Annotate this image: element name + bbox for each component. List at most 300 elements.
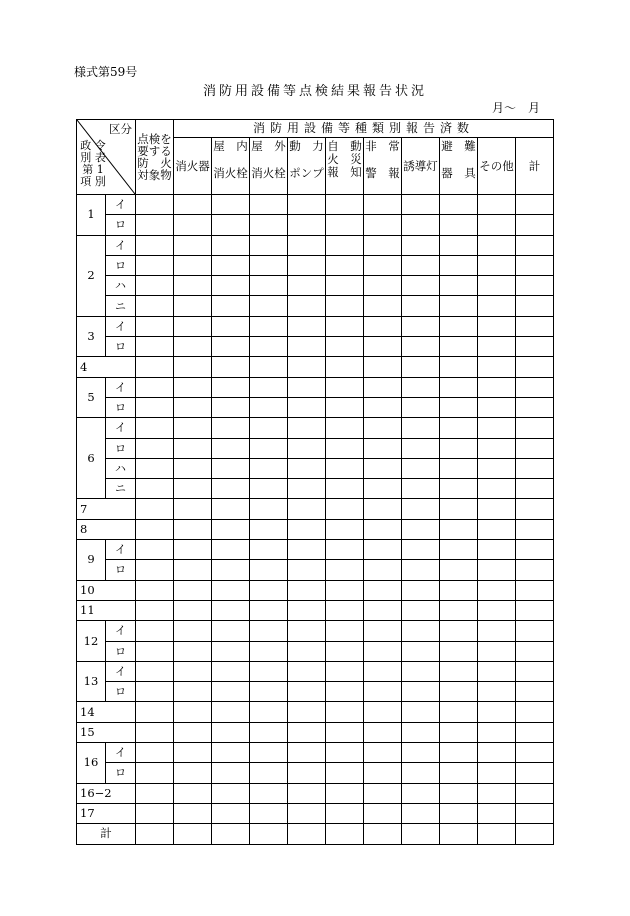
data-cell[interactable] <box>250 215 288 235</box>
data-cell[interactable] <box>250 783 288 803</box>
data-cell[interactable] <box>402 743 440 763</box>
data-cell[interactable] <box>250 397 288 417</box>
data-cell[interactable] <box>516 377 554 397</box>
data-cell[interactable] <box>212 824 250 844</box>
data-cell[interactable] <box>440 743 478 763</box>
data-cell[interactable] <box>516 743 554 763</box>
data-cell[interactable] <box>402 458 440 478</box>
data-cell[interactable] <box>212 682 250 702</box>
data-cell[interactable] <box>478 296 516 316</box>
data-cell[interactable] <box>250 377 288 397</box>
data-cell[interactable] <box>440 438 478 458</box>
data-cell[interactable] <box>402 580 440 600</box>
data-cell[interactable] <box>326 377 364 397</box>
data-cell[interactable] <box>402 337 440 357</box>
data-cell[interactable] <box>364 560 402 580</box>
data-cell[interactable] <box>174 560 212 580</box>
data-cell[interactable] <box>250 621 288 641</box>
data-cell[interactable] <box>516 580 554 600</box>
data-cell[interactable] <box>288 641 326 661</box>
data-cell[interactable] <box>516 438 554 458</box>
data-cell[interactable] <box>364 661 402 681</box>
data-cell[interactable] <box>402 438 440 458</box>
data-cell[interactable] <box>136 458 174 478</box>
data-cell[interactable] <box>440 296 478 316</box>
data-cell[interactable] <box>478 235 516 255</box>
data-cell[interactable] <box>326 337 364 357</box>
data-cell[interactable] <box>136 397 174 417</box>
data-cell[interactable] <box>402 661 440 681</box>
data-cell[interactable] <box>250 580 288 600</box>
data-cell[interactable] <box>516 560 554 580</box>
data-cell[interactable] <box>174 397 212 417</box>
data-cell[interactable] <box>212 499 250 519</box>
data-cell[interactable] <box>478 519 516 539</box>
data-cell[interactable] <box>402 641 440 661</box>
data-cell[interactable] <box>250 458 288 478</box>
data-cell[interactable] <box>326 580 364 600</box>
data-cell[interactable] <box>326 397 364 417</box>
data-cell[interactable] <box>440 519 478 539</box>
data-cell[interactable] <box>326 195 364 215</box>
data-cell[interactable] <box>516 519 554 539</box>
data-cell[interactable] <box>364 296 402 316</box>
data-cell[interactable] <box>250 296 288 316</box>
data-cell[interactable] <box>516 540 554 560</box>
data-cell[interactable] <box>174 824 212 844</box>
data-cell[interactable] <box>516 682 554 702</box>
data-cell[interactable] <box>402 276 440 296</box>
data-cell[interactable] <box>212 641 250 661</box>
data-cell[interactable] <box>326 641 364 661</box>
data-cell[interactable] <box>174 377 212 397</box>
data-cell[interactable] <box>174 783 212 803</box>
data-cell[interactable] <box>364 682 402 702</box>
data-cell[interactable] <box>478 722 516 742</box>
data-cell[interactable] <box>136 499 174 519</box>
data-cell[interactable] <box>478 702 516 722</box>
data-cell[interactable] <box>288 316 326 336</box>
data-cell[interactable] <box>250 641 288 661</box>
data-cell[interactable] <box>402 702 440 722</box>
data-cell[interactable] <box>440 824 478 844</box>
data-cell[interactable] <box>250 438 288 458</box>
data-cell[interactable] <box>288 397 326 417</box>
data-cell[interactable] <box>288 702 326 722</box>
data-cell[interactable] <box>402 783 440 803</box>
data-cell[interactable] <box>136 803 174 823</box>
data-cell[interactable] <box>516 479 554 499</box>
data-cell[interactable] <box>402 357 440 377</box>
data-cell[interactable] <box>136 235 174 255</box>
data-cell[interactable] <box>174 255 212 275</box>
data-cell[interactable] <box>326 276 364 296</box>
data-cell[interactable] <box>326 763 364 783</box>
data-cell[interactable] <box>364 803 402 823</box>
data-cell[interactable] <box>250 743 288 763</box>
data-cell[interactable] <box>364 438 402 458</box>
data-cell[interactable] <box>478 641 516 661</box>
data-cell[interactable] <box>136 560 174 580</box>
data-cell[interactable] <box>288 235 326 255</box>
data-cell[interactable] <box>440 540 478 560</box>
data-cell[interactable] <box>136 783 174 803</box>
data-cell[interactable] <box>402 722 440 742</box>
data-cell[interactable] <box>440 337 478 357</box>
data-cell[interactable] <box>402 397 440 417</box>
data-cell[interactable] <box>250 722 288 742</box>
data-cell[interactable] <box>250 276 288 296</box>
data-cell[interactable] <box>174 438 212 458</box>
data-cell[interactable] <box>136 722 174 742</box>
data-cell[interactable] <box>250 337 288 357</box>
data-cell[interactable] <box>402 418 440 438</box>
data-cell[interactable] <box>364 357 402 377</box>
data-cell[interactable] <box>516 296 554 316</box>
data-cell[interactable] <box>402 235 440 255</box>
data-cell[interactable] <box>326 743 364 763</box>
data-cell[interactable] <box>326 661 364 681</box>
data-cell[interactable] <box>250 702 288 722</box>
data-cell[interactable] <box>174 458 212 478</box>
data-cell[interactable] <box>288 276 326 296</box>
data-cell[interactable] <box>516 195 554 215</box>
data-cell[interactable] <box>516 722 554 742</box>
data-cell[interactable] <box>516 661 554 681</box>
data-cell[interactable] <box>288 621 326 641</box>
data-cell[interactable] <box>440 722 478 742</box>
data-cell[interactable] <box>478 743 516 763</box>
data-cell[interactable] <box>516 255 554 275</box>
data-cell[interactable] <box>288 357 326 377</box>
data-cell[interactable] <box>364 215 402 235</box>
data-cell[interactable] <box>440 276 478 296</box>
data-cell[interactable] <box>478 783 516 803</box>
data-cell[interactable] <box>136 763 174 783</box>
data-cell[interactable] <box>212 215 250 235</box>
data-cell[interactable] <box>326 824 364 844</box>
data-cell[interactable] <box>402 621 440 641</box>
data-cell[interactable] <box>440 580 478 600</box>
data-cell[interactable] <box>478 195 516 215</box>
data-cell[interactable] <box>212 560 250 580</box>
data-cell[interactable] <box>174 621 212 641</box>
data-cell[interactable] <box>516 337 554 357</box>
data-cell[interactable] <box>364 276 402 296</box>
data-cell[interactable] <box>212 458 250 478</box>
data-cell[interactable] <box>440 458 478 478</box>
data-cell[interactable] <box>440 215 478 235</box>
data-cell[interactable] <box>402 479 440 499</box>
data-cell[interactable] <box>478 377 516 397</box>
data-cell[interactable] <box>326 458 364 478</box>
data-cell[interactable] <box>174 215 212 235</box>
data-cell[interactable] <box>440 255 478 275</box>
data-cell[interactable] <box>136 418 174 438</box>
data-cell[interactable] <box>212 397 250 417</box>
data-cell[interactable] <box>402 560 440 580</box>
data-cell[interactable] <box>478 540 516 560</box>
data-cell[interactable] <box>212 783 250 803</box>
data-cell[interactable] <box>250 357 288 377</box>
data-cell[interactable] <box>288 824 326 844</box>
data-cell[interactable] <box>174 702 212 722</box>
data-cell[interactable] <box>516 600 554 620</box>
data-cell[interactable] <box>212 803 250 823</box>
data-cell[interactable] <box>288 803 326 823</box>
data-cell[interactable] <box>212 276 250 296</box>
data-cell[interactable] <box>288 195 326 215</box>
data-cell[interactable] <box>250 661 288 681</box>
data-cell[interactable] <box>402 824 440 844</box>
data-cell[interactable] <box>516 458 554 478</box>
data-cell[interactable] <box>136 438 174 458</box>
data-cell[interactable] <box>516 215 554 235</box>
data-cell[interactable] <box>250 824 288 844</box>
data-cell[interactable] <box>478 661 516 681</box>
data-cell[interactable] <box>250 540 288 560</box>
data-cell[interactable] <box>440 803 478 823</box>
data-cell[interactable] <box>440 560 478 580</box>
data-cell[interactable] <box>516 276 554 296</box>
data-cell[interactable] <box>326 499 364 519</box>
data-cell[interactable] <box>326 215 364 235</box>
data-cell[interactable] <box>212 702 250 722</box>
data-cell[interactable] <box>364 519 402 539</box>
data-cell[interactable] <box>326 682 364 702</box>
data-cell[interactable] <box>136 580 174 600</box>
data-cell[interactable] <box>478 215 516 235</box>
data-cell[interactable] <box>174 235 212 255</box>
data-cell[interactable] <box>402 540 440 560</box>
data-cell[interactable] <box>440 479 478 499</box>
data-cell[interactable] <box>364 621 402 641</box>
data-cell[interactable] <box>478 276 516 296</box>
data-cell[interactable] <box>364 316 402 336</box>
data-cell[interactable] <box>174 479 212 499</box>
data-cell[interactable] <box>250 803 288 823</box>
data-cell[interactable] <box>136 661 174 681</box>
data-cell[interactable] <box>288 682 326 702</box>
data-cell[interactable] <box>516 641 554 661</box>
data-cell[interactable] <box>288 763 326 783</box>
data-cell[interactable] <box>478 560 516 580</box>
data-cell[interactable] <box>174 316 212 336</box>
data-cell[interactable] <box>212 743 250 763</box>
data-cell[interactable] <box>402 255 440 275</box>
data-cell[interactable] <box>288 600 326 620</box>
data-cell[interactable] <box>478 458 516 478</box>
data-cell[interactable] <box>288 519 326 539</box>
data-cell[interactable] <box>440 357 478 377</box>
data-cell[interactable] <box>212 438 250 458</box>
data-cell[interactable] <box>440 702 478 722</box>
data-cell[interactable] <box>326 803 364 823</box>
data-cell[interactable] <box>136 377 174 397</box>
data-cell[interactable] <box>174 337 212 357</box>
data-cell[interactable] <box>212 580 250 600</box>
data-cell[interactable] <box>136 600 174 620</box>
data-cell[interactable] <box>478 621 516 641</box>
data-cell[interactable] <box>212 763 250 783</box>
data-cell[interactable] <box>288 337 326 357</box>
data-cell[interactable] <box>288 560 326 580</box>
data-cell[interactable] <box>326 479 364 499</box>
data-cell[interactable] <box>250 560 288 580</box>
data-cell[interactable] <box>288 499 326 519</box>
data-cell[interactable] <box>212 235 250 255</box>
data-cell[interactable] <box>212 357 250 377</box>
data-cell[interactable] <box>326 255 364 275</box>
data-cell[interactable] <box>288 580 326 600</box>
data-cell[interactable] <box>440 397 478 417</box>
data-cell[interactable] <box>516 397 554 417</box>
data-cell[interactable] <box>478 824 516 844</box>
data-cell[interactable] <box>212 337 250 357</box>
data-cell[interactable] <box>516 316 554 336</box>
data-cell[interactable] <box>250 255 288 275</box>
data-cell[interactable] <box>440 661 478 681</box>
data-cell[interactable] <box>174 722 212 742</box>
data-cell[interactable] <box>516 621 554 641</box>
data-cell[interactable] <box>478 682 516 702</box>
data-cell[interactable] <box>212 377 250 397</box>
data-cell[interactable] <box>516 803 554 823</box>
data-cell[interactable] <box>440 195 478 215</box>
data-cell[interactable] <box>136 276 174 296</box>
data-cell[interactable] <box>212 316 250 336</box>
data-cell[interactable] <box>478 397 516 417</box>
data-cell[interactable] <box>136 296 174 316</box>
data-cell[interactable] <box>440 682 478 702</box>
data-cell[interactable] <box>402 316 440 336</box>
data-cell[interactable] <box>288 458 326 478</box>
data-cell[interactable] <box>326 600 364 620</box>
data-cell[interactable] <box>478 763 516 783</box>
data-cell[interactable] <box>326 540 364 560</box>
data-cell[interactable] <box>250 479 288 499</box>
data-cell[interactable] <box>364 377 402 397</box>
data-cell[interactable] <box>440 783 478 803</box>
data-cell[interactable] <box>364 702 402 722</box>
data-cell[interactable] <box>288 722 326 742</box>
data-cell[interactable] <box>516 357 554 377</box>
data-cell[interactable] <box>364 499 402 519</box>
data-cell[interactable] <box>326 438 364 458</box>
data-cell[interactable] <box>212 722 250 742</box>
data-cell[interactable] <box>174 743 212 763</box>
data-cell[interactable] <box>212 195 250 215</box>
data-cell[interactable] <box>440 499 478 519</box>
data-cell[interactable] <box>364 641 402 661</box>
data-cell[interactable] <box>440 418 478 438</box>
data-cell[interactable] <box>326 235 364 255</box>
data-cell[interactable] <box>288 661 326 681</box>
data-cell[interactable] <box>364 235 402 255</box>
data-cell[interactable] <box>478 600 516 620</box>
data-cell[interactable] <box>174 276 212 296</box>
data-cell[interactable] <box>440 235 478 255</box>
data-cell[interactable] <box>364 824 402 844</box>
data-cell[interactable] <box>326 418 364 438</box>
data-cell[interactable] <box>478 337 516 357</box>
data-cell[interactable] <box>212 600 250 620</box>
data-cell[interactable] <box>250 418 288 438</box>
data-cell[interactable] <box>174 641 212 661</box>
data-cell[interactable] <box>136 479 174 499</box>
data-cell[interactable] <box>136 519 174 539</box>
data-cell[interactable] <box>136 316 174 336</box>
data-cell[interactable] <box>250 195 288 215</box>
data-cell[interactable] <box>364 540 402 560</box>
data-cell[interactable] <box>364 479 402 499</box>
data-cell[interactable] <box>364 418 402 438</box>
data-cell[interactable] <box>326 296 364 316</box>
data-cell[interactable] <box>516 763 554 783</box>
data-cell[interactable] <box>440 377 478 397</box>
data-cell[interactable] <box>250 316 288 336</box>
data-cell[interactable] <box>174 195 212 215</box>
data-cell[interactable] <box>174 357 212 377</box>
data-cell[interactable] <box>478 499 516 519</box>
data-cell[interactable] <box>136 195 174 215</box>
data-cell[interactable] <box>364 600 402 620</box>
data-cell[interactable] <box>288 540 326 560</box>
data-cell[interactable] <box>136 621 174 641</box>
data-cell[interactable] <box>212 621 250 641</box>
data-cell[interactable] <box>288 377 326 397</box>
data-cell[interactable] <box>174 519 212 539</box>
data-cell[interactable] <box>326 519 364 539</box>
data-cell[interactable] <box>440 641 478 661</box>
data-cell[interactable] <box>326 560 364 580</box>
data-cell[interactable] <box>174 763 212 783</box>
data-cell[interactable] <box>402 195 440 215</box>
data-cell[interactable] <box>288 743 326 763</box>
data-cell[interactable] <box>136 743 174 763</box>
data-cell[interactable] <box>212 418 250 438</box>
data-cell[interactable] <box>402 682 440 702</box>
data-cell[interactable] <box>174 682 212 702</box>
data-cell[interactable] <box>136 215 174 235</box>
data-cell[interactable] <box>212 479 250 499</box>
data-cell[interactable] <box>288 215 326 235</box>
data-cell[interactable] <box>174 499 212 519</box>
data-cell[interactable] <box>250 499 288 519</box>
data-cell[interactable] <box>478 255 516 275</box>
data-cell[interactable] <box>326 316 364 336</box>
data-cell[interactable] <box>402 763 440 783</box>
data-cell[interactable] <box>174 661 212 681</box>
data-cell[interactable] <box>174 540 212 560</box>
data-cell[interactable] <box>212 661 250 681</box>
data-cell[interactable] <box>174 580 212 600</box>
data-cell[interactable] <box>136 702 174 722</box>
data-cell[interactable] <box>326 357 364 377</box>
data-cell[interactable] <box>402 377 440 397</box>
data-cell[interactable] <box>136 540 174 560</box>
data-cell[interactable] <box>174 600 212 620</box>
data-cell[interactable] <box>288 479 326 499</box>
data-cell[interactable] <box>478 803 516 823</box>
data-cell[interactable] <box>402 296 440 316</box>
data-cell[interactable] <box>478 438 516 458</box>
data-cell[interactable] <box>136 682 174 702</box>
data-cell[interactable] <box>136 641 174 661</box>
data-cell[interactable] <box>402 803 440 823</box>
data-cell[interactable] <box>288 296 326 316</box>
data-cell[interactable] <box>364 580 402 600</box>
